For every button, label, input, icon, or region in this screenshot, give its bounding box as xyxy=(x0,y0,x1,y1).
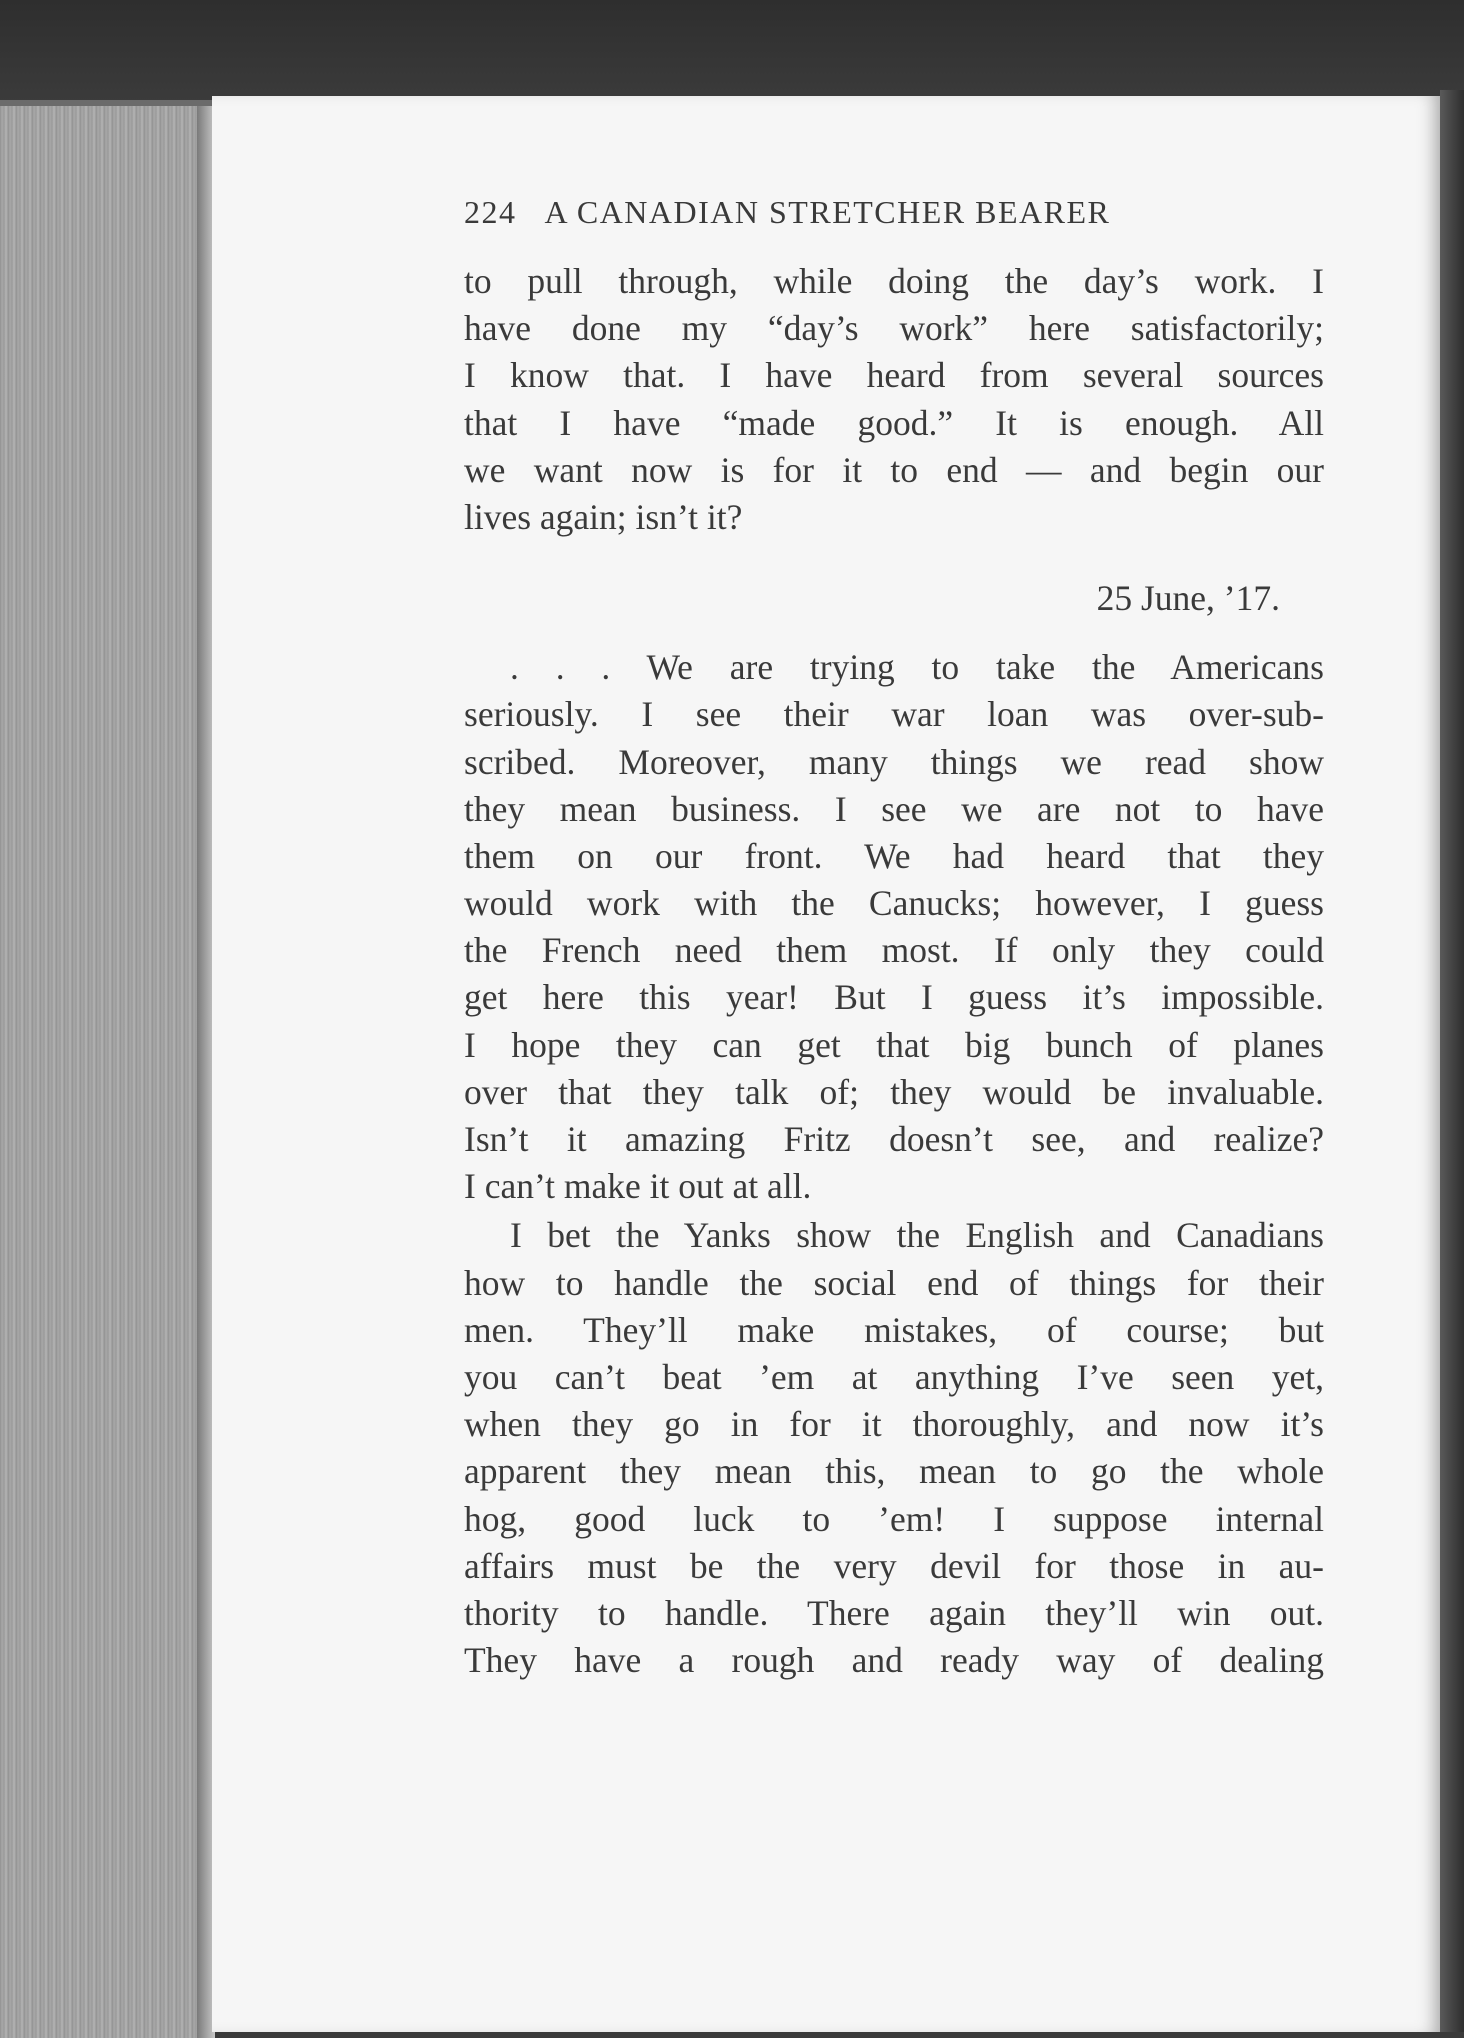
text-line: have done my “day’s work” here satisfactorily; xyxy=(464,308,1324,349)
text-line: lives again; isn’t it? xyxy=(464,496,743,537)
dateline: 25 June, ’17. xyxy=(1096,578,1280,619)
text-line: apparent they mean this, mean to go the whole xyxy=(464,1451,1324,1492)
text-line: that I have “made good.” It is enough. All xyxy=(464,402,1324,443)
page-text xyxy=(464,192,1324,1684)
book-right-edge xyxy=(1440,90,1464,2032)
text-line: They have a rough and ready way of dealing xyxy=(464,1640,1324,1681)
running-title: A CANADIAN STRETCHER BEARER xyxy=(544,194,1111,230)
text-line: them on our front. We had heard that they xyxy=(464,835,1324,876)
text-line: scribed. Moreover, many things we read show xyxy=(464,741,1324,782)
text-line: they mean business. I see we are not to have xyxy=(464,788,1324,829)
text-line: Isn’t it amazing Fritz doesn’t see, and realize? xyxy=(464,1119,1324,1159)
running-head xyxy=(464,192,1324,232)
page-number: 224 xyxy=(464,194,517,230)
text-line: I hope they can get that big bunch of planes xyxy=(464,1024,1324,1065)
text-line: thority to handle. There again they’ll win out. xyxy=(464,1592,1324,1633)
text-line: you can’t beat ’em at anything I’ve seen yet, xyxy=(464,1356,1324,1397)
text-line: over that they talk of; they would be invaluable. xyxy=(464,1071,1324,1112)
paragraph-2 xyxy=(464,644,1324,1210)
paragraph-3 xyxy=(464,1212,1324,1684)
text-line: hog, good luck to ’em! I suppose internal xyxy=(464,1498,1324,1539)
text-line: would work with the Canucks; however, I guess xyxy=(464,883,1324,924)
text-line: men. They’ll make mistakes, of course; but xyxy=(464,1309,1324,1350)
text-line: get here this year! But I guess it’s impossible. xyxy=(464,977,1324,1018)
text-line: to pull through, while doing the day’s work. I xyxy=(464,261,1324,301)
text-line: I can’t make it out at all. xyxy=(464,1166,812,1207)
paragraph-1 xyxy=(464,258,1324,541)
text-line: I know that. I have heard from several sources xyxy=(464,355,1324,396)
text-line: I bet the Yanks show the English and Canadians xyxy=(510,1215,1324,1256)
text-line: we want now is for it to end — and begin our xyxy=(464,449,1324,490)
book-page-edges xyxy=(0,100,215,2038)
text-line: affairs must be the very devil for those in au- xyxy=(464,1545,1324,1586)
text-line: . . . We are trying to take the Americans xyxy=(510,647,1324,688)
scan-background xyxy=(0,0,1464,110)
text-line: how to handle the social end of things for their xyxy=(464,1262,1324,1303)
text-line: seriously. I see their war loan was over-sub- xyxy=(464,694,1324,735)
text-line: the French need them most. If only they could xyxy=(464,930,1324,971)
text-line: when they go in for it thoroughly, and now it’s xyxy=(464,1404,1324,1445)
